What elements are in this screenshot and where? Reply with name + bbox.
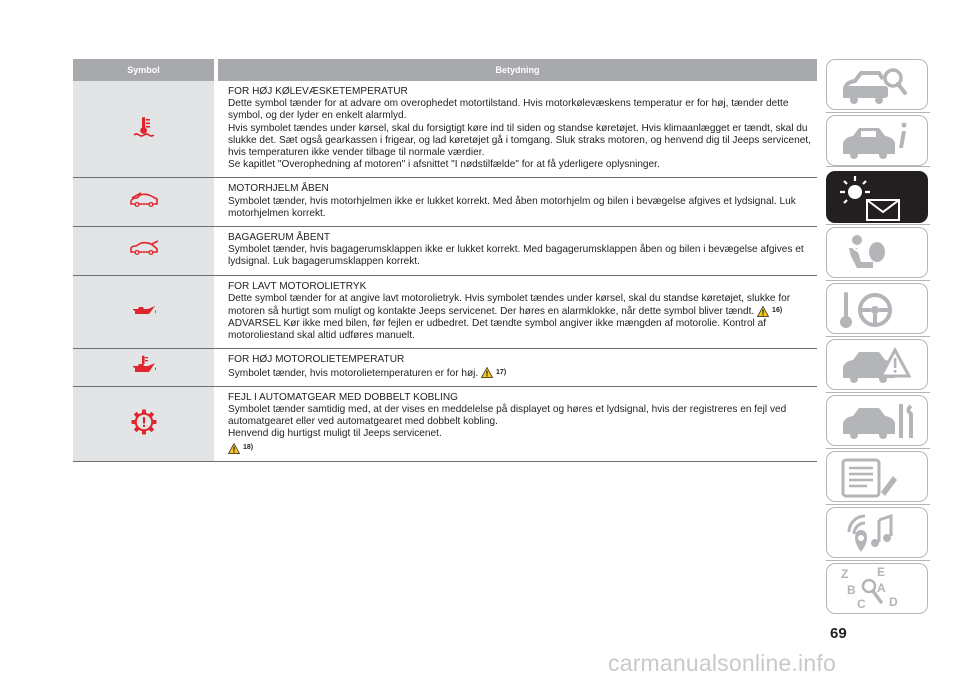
hood-open-icon [129, 192, 159, 213]
row-title: BAGAGERUM ÅBENT [228, 232, 331, 244]
warning-lights-table [73, 59, 817, 462]
warning-reference[interactable]: 18) [228, 442, 253, 454]
table-row [73, 276, 817, 350]
car-search-icon [827, 60, 928, 110]
tab-servicing[interactable] [826, 395, 928, 446]
row-text: Se kapitlet "Overophedning af motoren" i afsnittet "I nødstilfælde" for at få yderligere oplysninger. [228, 159, 660, 171]
tab-warning-lights[interactable] [826, 171, 928, 223]
steering-wheel-key-icon [827, 284, 928, 334]
warning-triangle-icon [228, 443, 240, 454]
row-title: FEJL I AUTOMATGEAR MED DOBBELT KOBLING [228, 391, 458, 403]
index-letter: C [857, 597, 866, 611]
row-text: Symbolet tænder, hvis bagagerumsklappen ikke er lukket korrekt. Med bagagerumsklappen åben og bilen i bevægelse afgives et lydsignal. Luk bagagerumsklappen korrekt. [228, 244, 804, 268]
row-text: Dette symbol tænder for at angive lavt motorolietryk. Hvis symbolet tændes under kørsel, skal du standse køretøjet, slukke for motoren så hurtigt som muligt og kontakte Jeeps servicenet. Der høres en alarmklokke, når dette symbol bliver tændt. [228, 292, 791, 317]
row-text: ADVARSEL Kør ikke med bilen, før fejlen er udbedret. Det tændte symbol angiver ikke mængden af motorolie. Kontrol af motoroliestand skal altid udføres manuelt. [228, 318, 767, 342]
warning-triangle-icon [757, 306, 769, 317]
warning-light-message-icon [827, 172, 928, 223]
tab-emergency[interactable] [826, 339, 928, 390]
tab-car-search[interactable] [826, 59, 928, 110]
tab-car-info[interactable] [826, 115, 928, 166]
car-warning-icon [827, 340, 928, 390]
watermark: carmanualsonline.info [608, 650, 836, 676]
header-symbol: Symbol [127, 65, 160, 75]
index-letter: B [847, 583, 856, 597]
airbag-seat-icon [827, 228, 928, 278]
row-text: Hvis symbolet tændes under kørsel, skal du forsigtigt køre ind til siden og standse køretøjet. Hvis klimaanlægget er tændt, skal du slukke det. Sæt også gearkassen i frigear, og lad køretøjet gå i tomgang. Sluk straks motoren, og henvend dig til Jeeps servicenet, hvis temperaturen ikke vender tilbage til normale værdier. [228, 122, 811, 159]
row-text: Henvend dig hurtigst muligt til Jeeps servicenet. [228, 428, 442, 440]
alphabet-index-icon [827, 564, 928, 614]
index-letter: Z [841, 567, 849, 581]
warning-triangle-icon [481, 367, 493, 378]
car-info-icon [827, 116, 928, 166]
row-text: Symbolet tænder, hvis motorolietemperaturen er for høj. [228, 367, 479, 379]
table-row [73, 178, 817, 227]
table-row [73, 387, 817, 463]
table-header [73, 59, 817, 81]
warning-reference[interactable]: 17) [481, 367, 506, 379]
tab-starting-driving[interactable] [826, 283, 928, 334]
table-row [73, 81, 817, 178]
page-number: 69 [830, 625, 847, 642]
row-title: FOR LAVT MOTOROLIETRYK [228, 280, 367, 292]
oil-temperature-icon [130, 355, 158, 380]
tab-multimedia[interactable] [826, 507, 928, 558]
index-letter: D [889, 595, 898, 609]
row-title: MOTORHJELM ÅBEN [228, 183, 329, 195]
row-text: Symbolet tænder, hvis motorhjelmen ikke er lukket korrekt. Med åben motorhjelm og bilen i bevægelse afgives et lydsignal. Luk motorhjelmen korrekt. [228, 195, 796, 219]
index-letter: E [877, 565, 886, 579]
tab-index[interactable] [826, 563, 928, 614]
header-meaning: Betydning [495, 65, 540, 75]
multimedia-icon [827, 508, 928, 558]
spec-list-icon [827, 452, 928, 502]
table-row [73, 349, 817, 386]
trunk-open-icon [129, 240, 159, 261]
row-text: Dette symbol tænder for at advare om overophedet motortilstand. Hvis motorkølevæskens temperatur er for høj, tænder dette symbol, og der lyder en enkelt alarmlyd. [228, 98, 789, 122]
warning-reference[interactable]: 16) [757, 305, 782, 317]
row-title: FOR HØJ KØLEVÆSKETEMPERATUR [228, 86, 408, 97]
row-text: Symbolet tænder samtidig med, at der vises en meddelelse på displayet og høres et lydsignal, hvis der registreres en fejl ved automatgearet eller ved automatgearet med dobbelt kobling. [228, 403, 787, 428]
low-oil-level-icon [130, 302, 158, 323]
index-letter: A [877, 581, 886, 595]
table-row [73, 227, 817, 276]
coolant-temperature-icon [133, 116, 155, 143]
transmission-fault-icon [131, 409, 157, 440]
tab-technical-data[interactable] [826, 451, 928, 502]
car-tools-icon [827, 396, 928, 446]
tab-safety[interactable] [826, 227, 928, 278]
row-title: FOR HØJ MOTOROLIETEMPERATUR [228, 354, 405, 366]
